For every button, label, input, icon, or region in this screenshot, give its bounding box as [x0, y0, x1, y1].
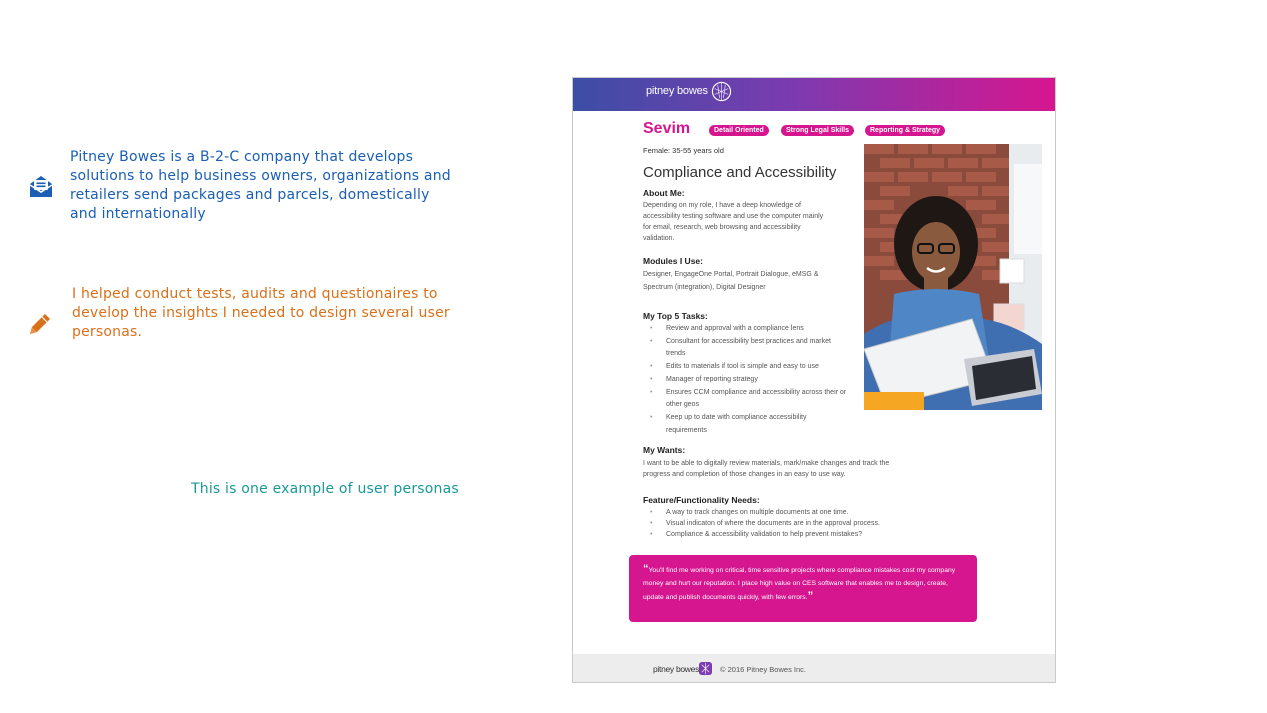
- persona-footer: [573, 654, 1055, 682]
- list-item: • Review and approval with a compliance lens: [647, 323, 847, 336]
- quote-close-mark: ”: [807, 590, 814, 602]
- persona-caption: This is one example of user personas: [191, 481, 459, 497]
- persona-tag: Strong Legal Skills: [781, 125, 854, 136]
- wants-text: I want to be able to digitally review materials, mark/make changes and track the progress and completion of those changes in an easy to use way.: [643, 460, 890, 478]
- list-item: • Manager of reporting strategy: [647, 374, 847, 387]
- persona-tag: Detail Oriented: [709, 125, 769, 136]
- persona-header: [573, 78, 1055, 111]
- brand-logo-icon: [711, 81, 732, 102]
- list-item: • Keep up to date with compliance accessibility requirements: [647, 412, 847, 437]
- persona-quote: [629, 555, 977, 622]
- modules-heading: Modules I Use:: [643, 256, 703, 266]
- persona-demographic: Female: 35-55 years old: [643, 146, 724, 155]
- list-item: • Compliance & accessibility validation to help prevent mistakes?: [647, 529, 927, 540]
- tasks-list: [647, 323, 847, 437]
- modules-text: Designer, EngageOne Portal, Portrait Dialogue, eMSG & Spectrum (integration), Digital Designer: [643, 271, 819, 291]
- about-heading: About Me:: [643, 188, 685, 198]
- wants-heading: My Wants:: [643, 445, 686, 455]
- features-list: [647, 507, 927, 540]
- about-text: Depending on my role, I have a deep knowledge of accessibility testing software and use the computer mainly for email, research, web browsing and accessibility validation.: [643, 202, 824, 242]
- persona-role-title: Compliance and Accessibility: [643, 164, 837, 181]
- persona-name: Sevim: [643, 120, 691, 137]
- company-description: Pitney Bowes is a B-2-C company that develops solutions to help business owners, organizations and retailers send packages and parcels, domestically and internationally: [70, 149, 451, 222]
- quote-text: You'll find me working on critical, time sensitive projects where compliance mistakes cost my company money and hurt our reputation. I place high value on CES software that enables me to design, create, update and publish documents quickly, with few errors.: [643, 567, 956, 601]
- footer-brand: pitney bowes: [653, 664, 700, 674]
- footer-logo-icon: [699, 662, 712, 675]
- brand-logo-text: pitney bowes: [646, 85, 708, 97]
- persona-photo: [864, 144, 1042, 410]
- persona-tag: Reporting & Strategy: [865, 125, 945, 136]
- quote-open-mark: “: [643, 563, 649, 575]
- features-heading: Feature/Functionality Needs:: [643, 495, 760, 505]
- list-item: • Consultant for accessibility best practices and market trends: [647, 336, 847, 361]
- envelope-icon: [27, 172, 55, 200]
- list-item: • Ensures CCM compliance and accessibility across their or other geos: [647, 387, 847, 412]
- list-item: • A way to track changes on multiple documents at one time.: [647, 507, 927, 518]
- copyright: © 2016 Pitney Bowes Inc.: [720, 665, 806, 674]
- list-item: • Visual indicaton of where the documents are in the approval process.: [647, 518, 927, 529]
- list-item: • Edits to materials if tool is simple and easy to use: [647, 361, 847, 374]
- pen-icon: [26, 310, 54, 338]
- persona-document: [572, 77, 1056, 683]
- research-description: I helped conduct tests, audits and questionaires to develop the insights I needed to design several user personas.: [72, 286, 450, 340]
- tasks-heading: My Top 5 Tasks:: [643, 311, 708, 321]
